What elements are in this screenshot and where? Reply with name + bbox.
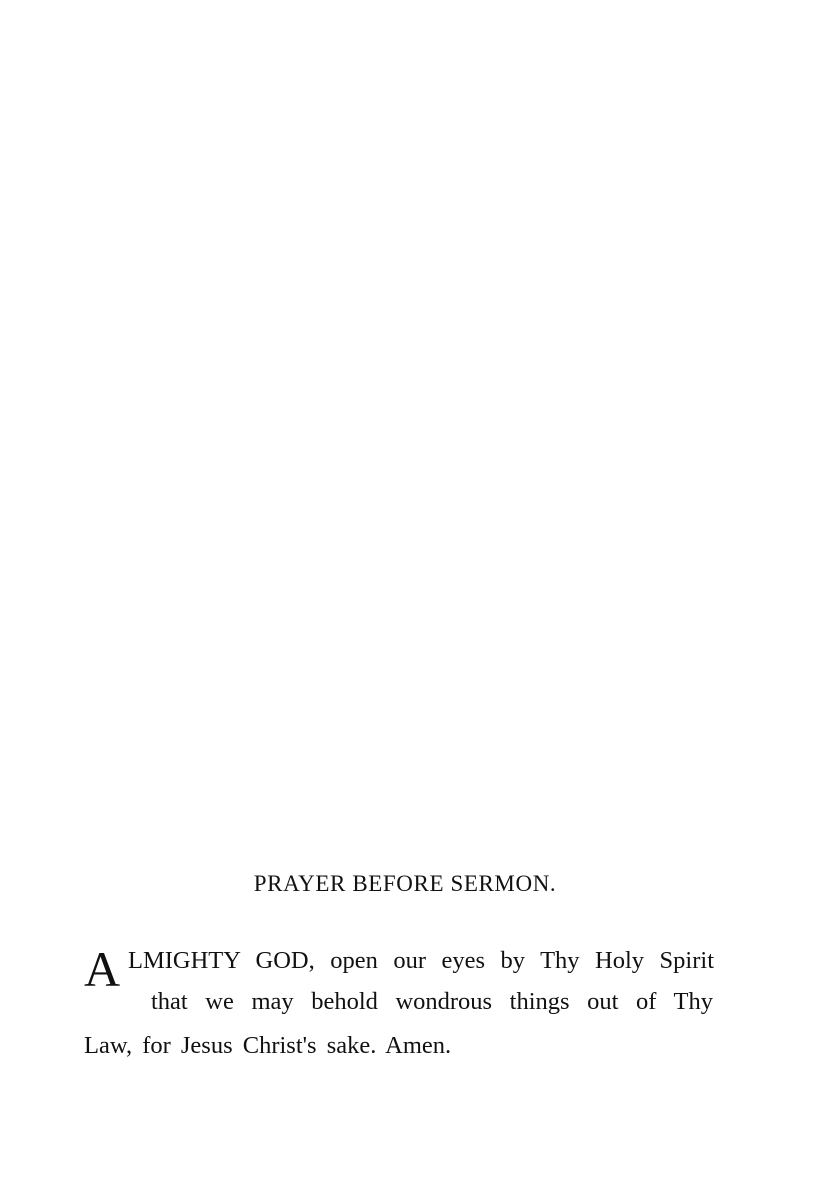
prayer-line-2: that we may behold wondrous things out of Thy [151,988,713,1015]
prayer-line-1-text: LMIGHTY GOD, open our eyes by Thy Holy Spirit [128,947,714,974]
drop-cap: A [84,941,121,997]
prayer-line-3: Law, for Jesus Christ's sake. Amen. [84,1032,452,1059]
page-title: PRAYER BEFORE SERMON. [253,871,557,896]
